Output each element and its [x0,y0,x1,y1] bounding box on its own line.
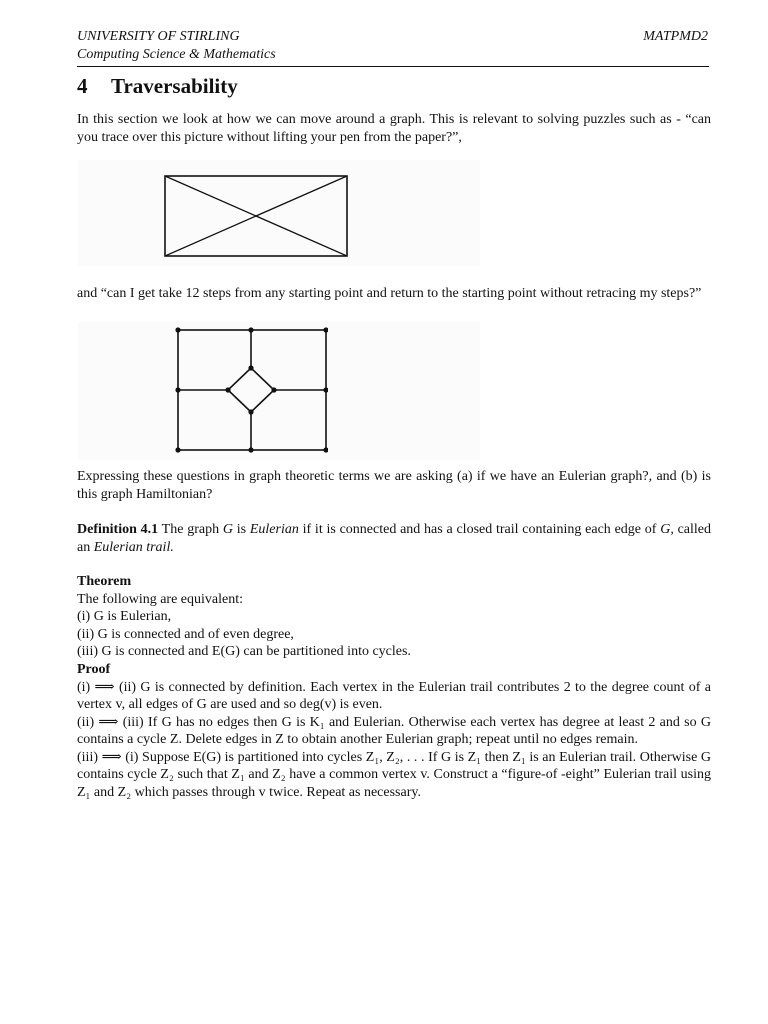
vertex [225,387,230,392]
section-title: Traversability [111,74,238,98]
theorem-heading: Theorem [77,574,132,589]
proof-block [77,661,711,801]
math-G: G [222,522,233,537]
section-heading [77,74,238,98]
proof-step-3: (iii) ⟹ (i) Suppose E(G) is partitioned into cycles Z₁, Z₂, . . . If G is Z₁ then Z₁ is an Eulerian trail. Otherwise G contains cycle Z₂ such that Z₁ and Z₂ have a common vertex v. Construct a “figure-of -eight” Eulerian trail using Z₁ and Z₂ which passes through v twice. Repeat as necessary. [77,749,711,800]
vertex [323,447,328,452]
figure-rectangle-diagonals [163,174,349,258]
term-eulerian-trail: Eulerian trail. [93,539,174,555]
definition-text: The graph [158,522,223,537]
vertex [323,387,328,392]
header-institution: UNIVERSITY OF STIRLING [77,29,240,44]
header-course-code: MATPMD2 [643,29,708,44]
vertex [248,447,253,452]
vertex [248,409,253,414]
theorem-item-ii: (ii) G is connected and of even degree, [77,626,294,642]
header-rule [77,66,709,67]
definition-text: is [232,522,250,537]
definition-label: Definition 4.1 [77,522,159,537]
definition-text: if it is connected and has a closed trail containing each edge of [298,522,661,537]
proof-step-2: (ii) ⟹ (iii) If G has no edges then G is K₁ and Eulerian. Otherwise each vertex has degree at least 2 and so G contains a cycle Z. Delete edges in Z to obtain another Eulerian graph; repeat until no edges remain. [77,714,711,747]
definition-text: , called an [77,522,711,555]
term-eulerian: Eulerian [249,522,299,537]
proof-step-1: (i) ⟹ (ii) G is connected by definition. Each vertex in the Eulerian trail contributes 2 to the degree count of a vertex v, all edges of G are used and so deg(v) is even. [77,679,711,712]
vertex [175,327,180,332]
question-paragraph: and “can I get take 12 steps from any starting point and return to the starting point without retracing my steps?” [77,286,702,301]
theorem-block [77,573,711,661]
intro-paragraph: In this section we look at how we can move around a graph. This is relevant to solving puzzles such as - “can you trace over this picture without lifting your pen from the paper?”, [77,112,711,145]
vertex [175,387,180,392]
vertex [248,327,253,332]
figure-grid-diamond [172,326,328,454]
expressing-paragraph: Expressing these questions in graph theoretic terms we are asking (a) if we have an Eulerian graph?, and (b) is this graph Hamiltonian? [77,469,711,502]
proof-heading: Proof [77,662,111,677]
vertex [175,447,180,452]
vertex [271,387,276,392]
header-department: Computing Science & Mathematics [77,47,276,62]
theorem-item-i: (i) G is Eulerian, [77,609,172,624]
theorem-item-iii: (iii) G is connected and E(G) can be partitioned into cycles. [77,644,411,659]
math-G: G [660,522,671,537]
grid-diamond [228,368,274,412]
vertex [248,365,253,370]
section-number: 4 [77,74,88,98]
vertex [323,327,328,332]
definition-4-1 [77,521,711,556]
theorem-intro: The following are equivalent: [77,591,243,607]
